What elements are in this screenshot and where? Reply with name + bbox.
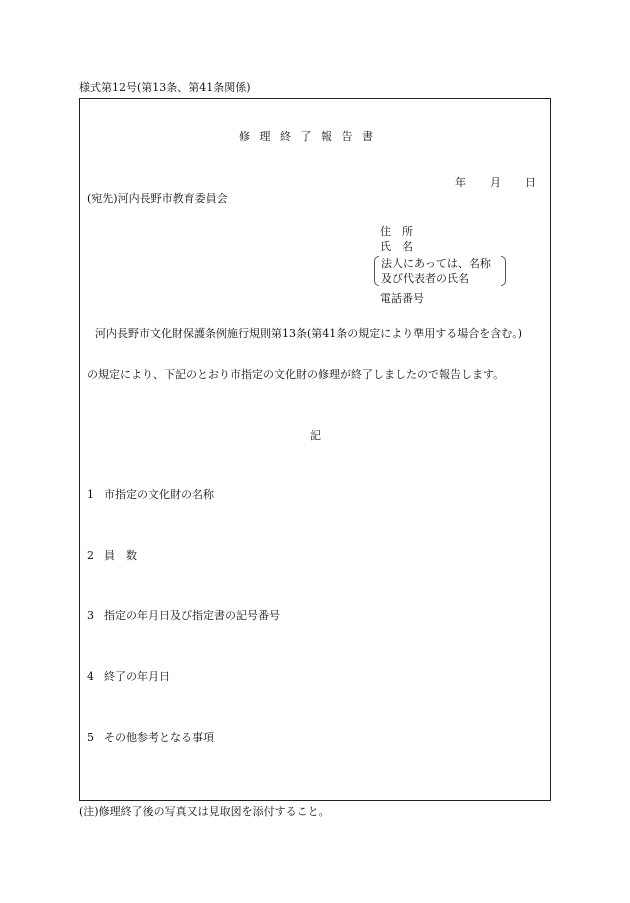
item-4-number: 4 bbox=[87, 670, 94, 683]
item-3-number: 3 bbox=[87, 609, 94, 622]
item-2-label: 員 数 bbox=[104, 549, 137, 562]
body-line-1: 河内長野市文化財保護条例施行規則第13条(第41条の規定により準用する場合を含む。) bbox=[95, 327, 523, 340]
ki-heading: 記 bbox=[310, 429, 321, 442]
date-day-label: 日 bbox=[525, 176, 536, 189]
footer-note: (注)修理終了後の写真又は見取図を添付すること。 bbox=[79, 805, 330, 818]
corporate-note-right-bracket bbox=[501, 256, 506, 286]
item-5-label: その他参考となる事項 bbox=[104, 731, 214, 744]
date-year-label: 年 bbox=[455, 176, 466, 189]
document-title: 修 理 終 了 報 告 書 bbox=[239, 130, 376, 143]
addressee: (宛先)河内長野市教育委員会 bbox=[87, 192, 228, 205]
corporate-note-line1: 法人にあっては、名称 bbox=[381, 257, 491, 270]
item-3-label: 指定の年月日及び指定書の記号番号 bbox=[104, 609, 280, 622]
item-1-number: 1 bbox=[87, 488, 94, 501]
address-label: 住 所 bbox=[380, 225, 413, 238]
body-line-2: の規定により、下記のとおり市指定の文化財の修理が終了しましたので報告します。 bbox=[87, 368, 505, 381]
date-month-label: 月 bbox=[490, 176, 501, 189]
item-4-label: 終了の年月日 bbox=[104, 670, 170, 683]
corporate-note-left-bracket bbox=[374, 256, 379, 286]
form-number: 様式第12号(第13条、第41条関係) bbox=[79, 81, 251, 94]
item-5-number: 5 bbox=[87, 731, 94, 744]
item-1-label: 市指定の文化財の名称 bbox=[104, 488, 214, 501]
item-2-number: 2 bbox=[87, 549, 94, 562]
corporate-note-line2: 及び代表者の氏名 bbox=[381, 272, 469, 285]
phone-label: 電話番号 bbox=[380, 292, 424, 305]
name-label: 氏 名 bbox=[380, 240, 413, 253]
